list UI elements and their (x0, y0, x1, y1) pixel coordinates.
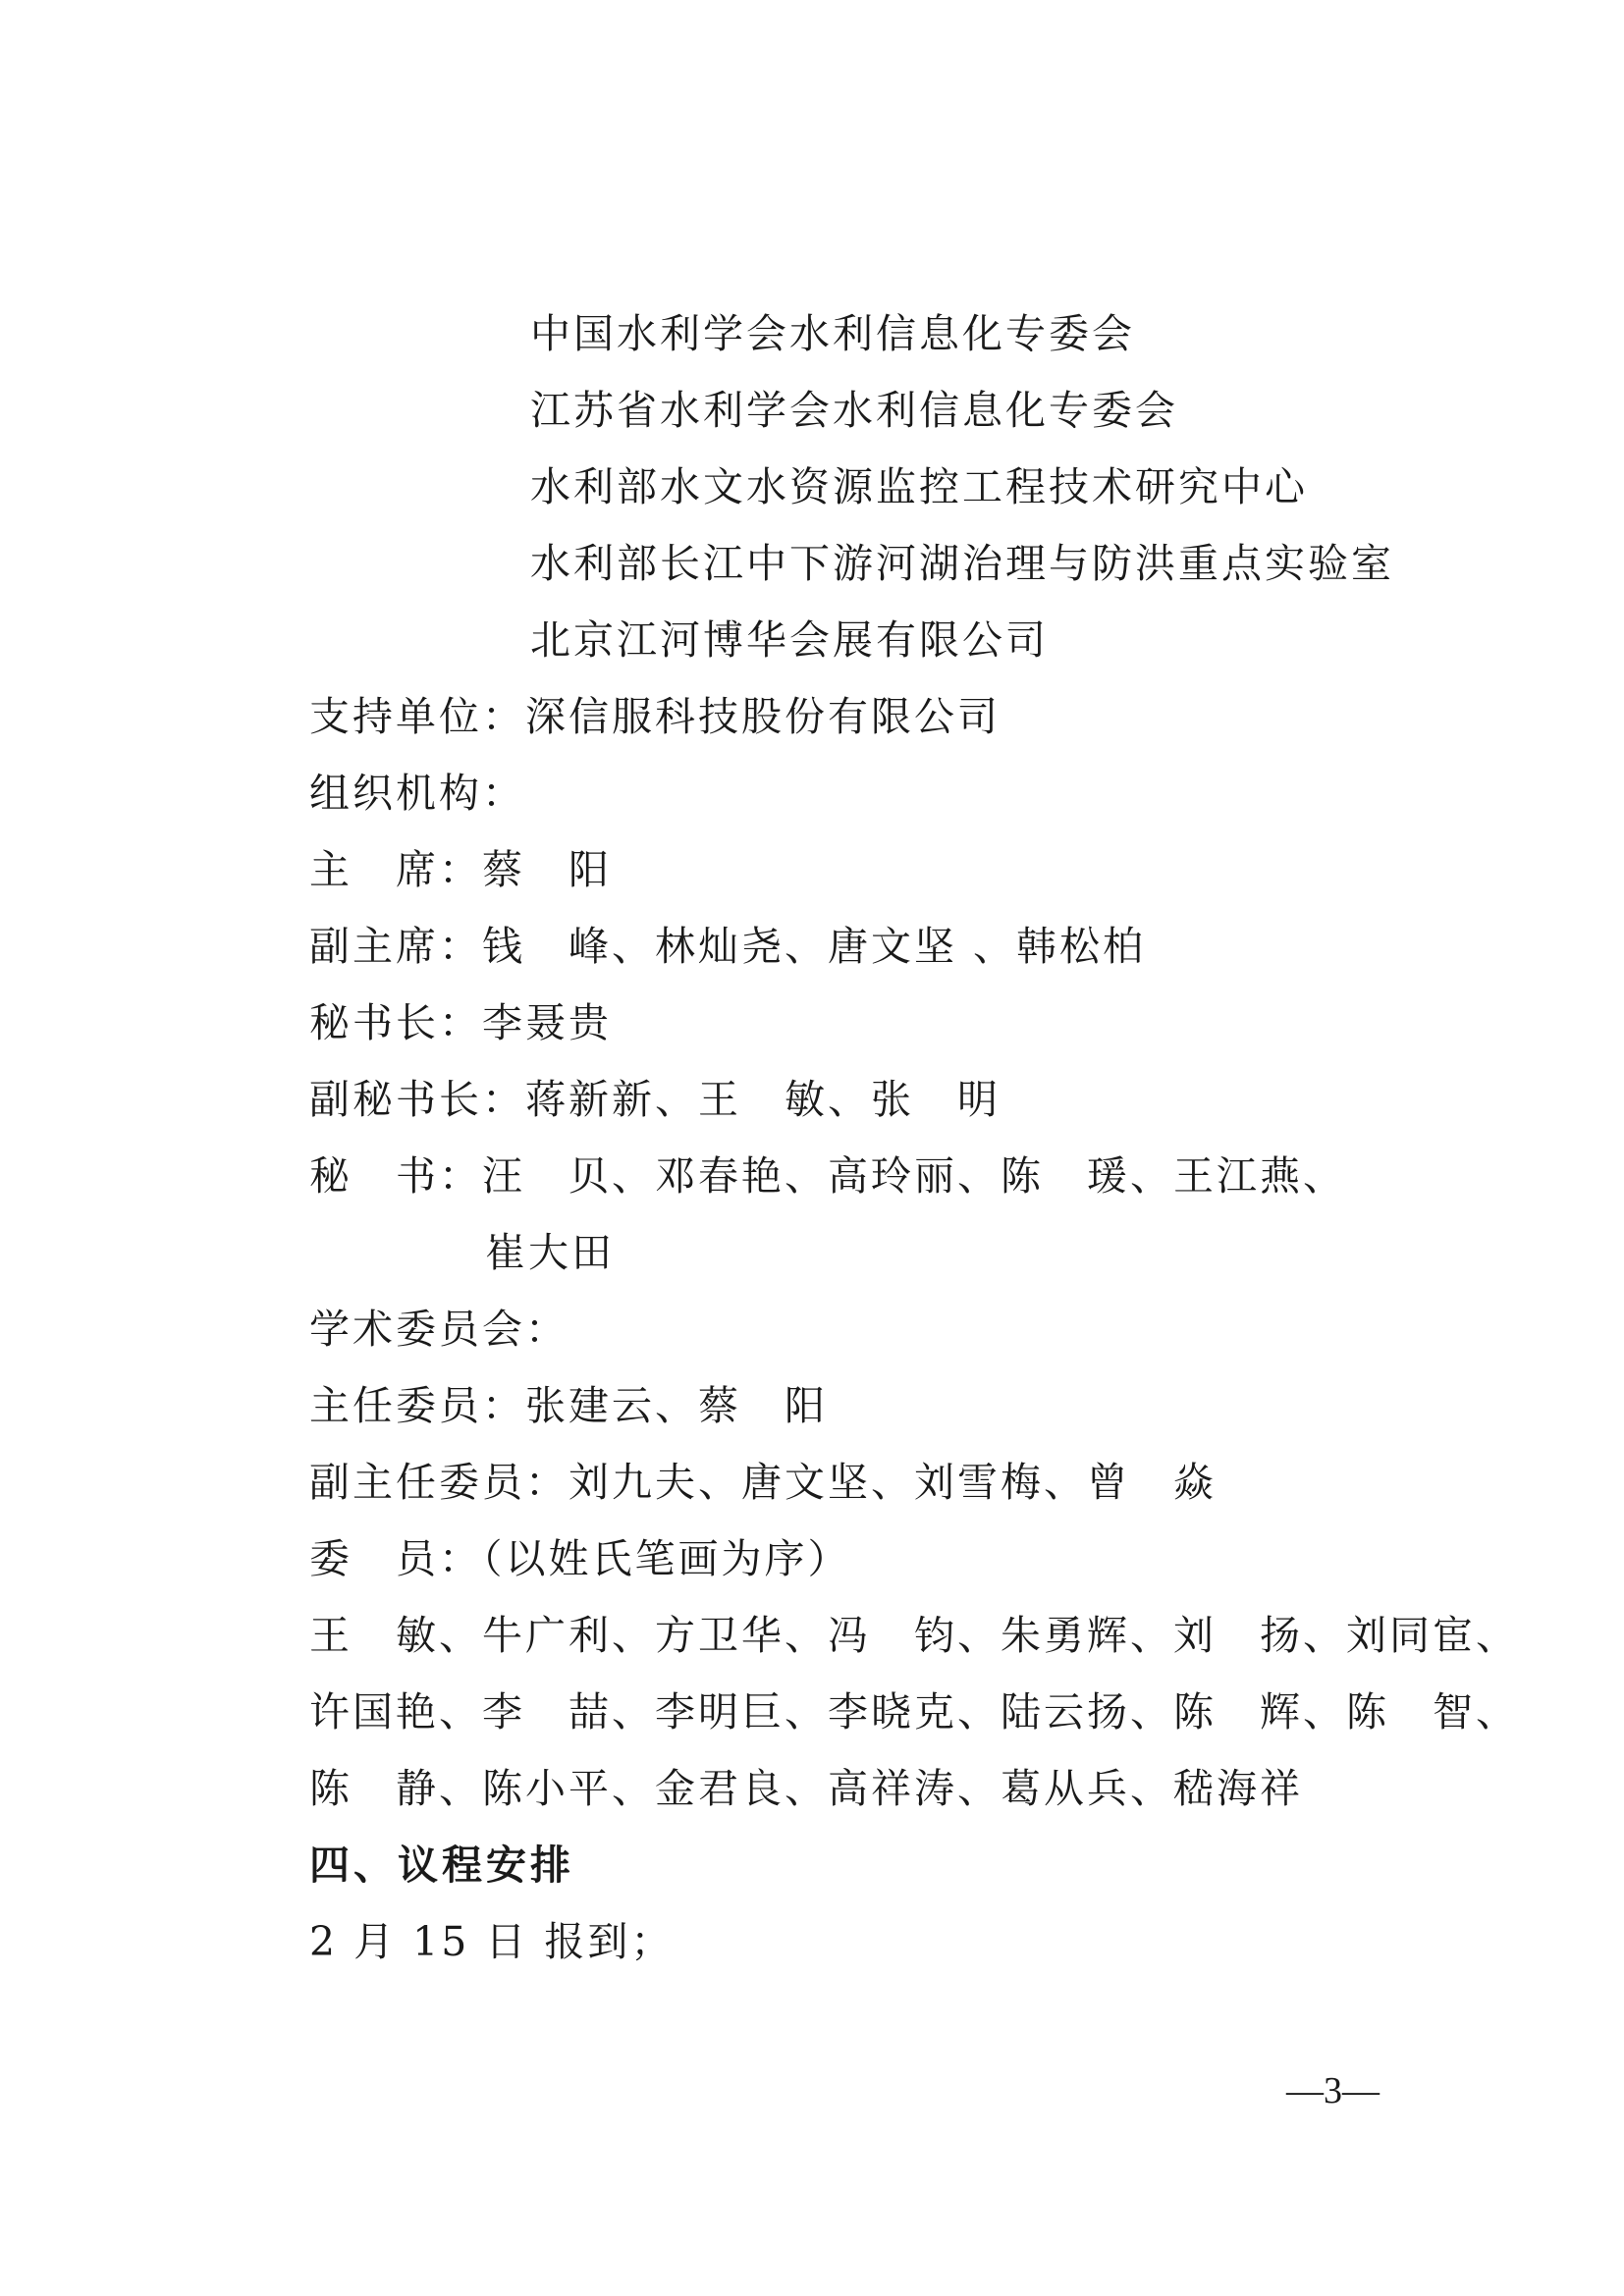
organizer-item: 中国水利学会水利信息化专委会 (530, 310, 1135, 357)
committee-members: 王 敏、牛广利、方卫华、冯 钧、朱勇辉、刘 扬、刘同宦、 (309, 1612, 1519, 1659)
secretaries: 秘 书：汪 贝、邓春艳、高玲丽、陈 瑗、王江燕、 (309, 1152, 1346, 1200)
vice-chair: 副主席：钱 峰、林灿尧、唐文坚 、韩松柏 (309, 923, 1147, 970)
page-number: —3— (1286, 2070, 1380, 2111)
deputy-secretary-general: 副秘书长：蒋新新、王 敏、张 明 (309, 1076, 1001, 1123)
organizer-item: 水利部长江中下游河湖治理与防洪重点实验室 (530, 540, 1394, 587)
organizer-item: 水利部水文水资源监控工程技术研究中心 (530, 463, 1308, 510)
committee-members: 许国艳、李 喆、李明巨、李晓克、陆云扬、陈 辉、陈 智、 (309, 1688, 1519, 1735)
secretaries-continued: 崔大田 (485, 1229, 615, 1276)
committee-deputy-director: 副主任委员：刘九夫、唐文坚、刘雪梅、曾 焱 (309, 1459, 1217, 1506)
organization-title: 组织机构： (309, 770, 525, 817)
chair: 主 席：蔡 阳 (309, 846, 612, 893)
support-unit: 支持单位：深信服科技股份有限公司 (309, 693, 1001, 740)
academic-committee-title: 学术委员会： (309, 1306, 568, 1353)
committee-members-label: 委 员：（以姓氏笔画为序） (309, 1535, 851, 1582)
committee-members: 陈 静、陈小平、金君良、高祥涛、葛从兵、嵇海祥 (309, 1765, 1303, 1812)
agenda-heading: 四、议程安排 (309, 1842, 574, 1889)
secretary-general: 秘书长：李聂贵 (309, 999, 612, 1046)
committee-director: 主任委员：张建云、蔡 阳 (309, 1382, 828, 1429)
organizer-item: 北京江河博华会展有限公司 (530, 616, 1049, 664)
organizer-item: 江苏省水利学会水利信息化专委会 (530, 387, 1178, 434)
agenda-item: 2 月 15 日 报到； (309, 1918, 675, 1965)
